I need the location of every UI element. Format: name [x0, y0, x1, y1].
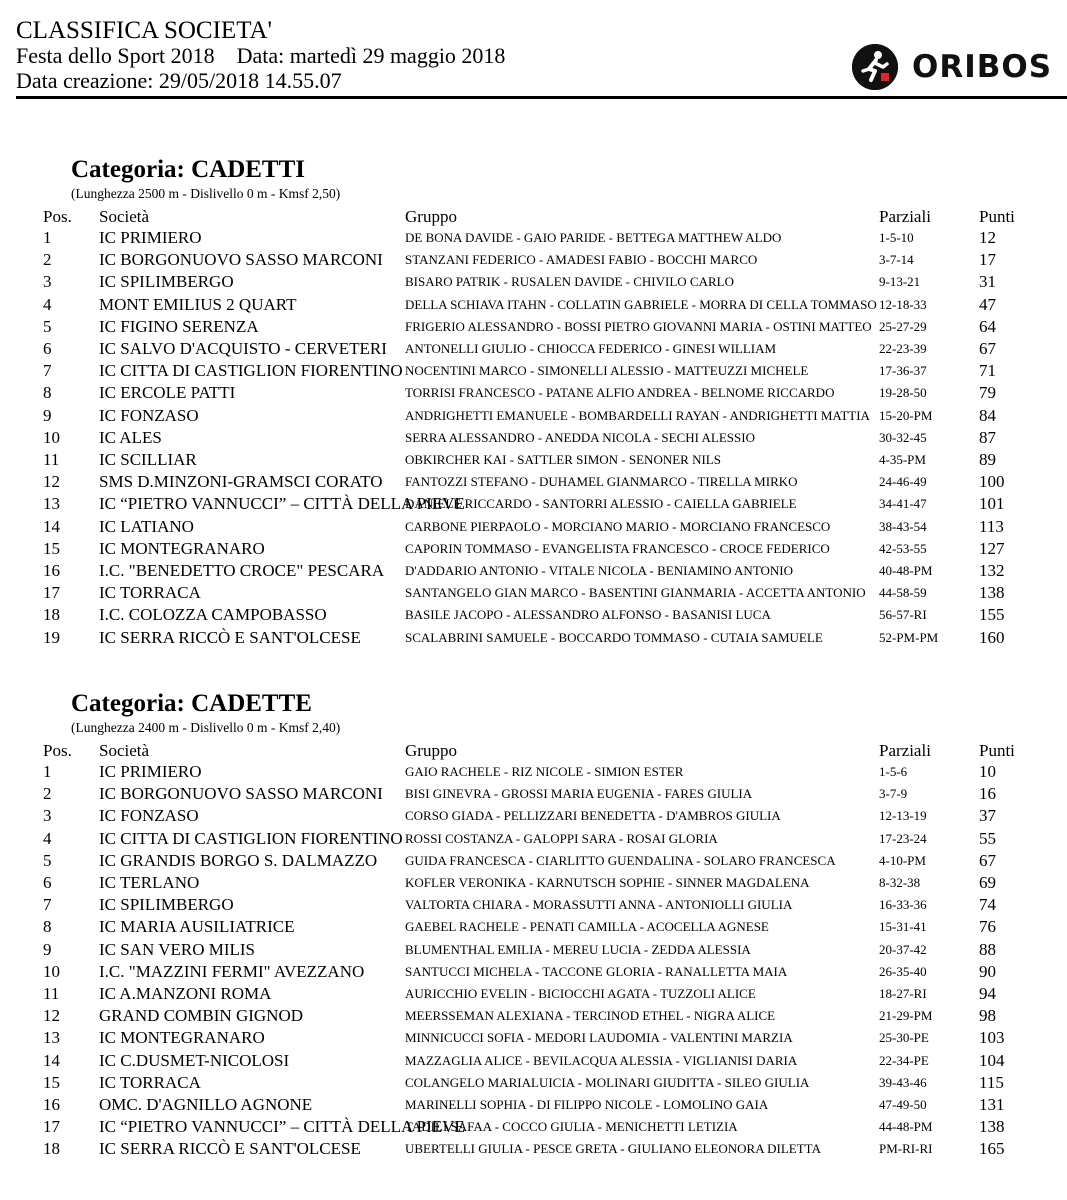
punti-cell: 10: [979, 762, 996, 781]
gruppo-cell: SCALABRINI SAMUELE - BOCCARDO TOMMASO - CUTAIA SAMUELE: [405, 629, 823, 645]
table-row: [0, 1005, 1067, 1027]
gruppo-cell: MINNICUCCI SOFIA - MEDORI LAUDOMIA - VALENTINI MARZIA: [405, 1030, 793, 1046]
category-title: Categoria: CADETTI: [71, 156, 306, 183]
punti-cell: 103: [979, 1028, 1005, 1048]
gruppo-cell: BISI GINEVRA - GROSSI MARIA EUGENIA - FARES GIULIA: [405, 786, 753, 802]
position-cell: 4: [43, 294, 52, 314]
position-cell: 4: [43, 828, 52, 848]
position-cell: 18: [43, 1139, 60, 1159]
table-row: [0, 894, 1067, 916]
table-row: [0, 828, 1067, 850]
table-row: [0, 983, 1067, 1005]
table-row: [0, 627, 1067, 649]
gruppo-cell: FRIGERIO ALESSANDRO - BOSSI PIETRO GIOVANNI MARIA - OSTINI MATTEO: [405, 318, 872, 334]
table-row: [0, 516, 1067, 538]
table-row: [0, 271, 1067, 293]
gruppo-cell: STANZANI FEDERICO - AMADESI FABIO - BOCCHI MARCO: [405, 252, 758, 268]
position-cell: 13: [43, 1028, 60, 1048]
table-row: [0, 338, 1067, 360]
parziali-cell: 15-20-PM: [879, 407, 933, 423]
societa-cell: IC BORGONUOVO SASSO MARCONI: [99, 784, 383, 804]
column-header-gruppo: Gruppo: [405, 207, 457, 226]
table-row: [0, 761, 1067, 783]
parziali-cell: 25-30-PE: [879, 1030, 929, 1046]
table-row: [0, 493, 1067, 515]
position-cell: 5: [43, 850, 52, 870]
gruppo-cell: TORRISI FRANCESCO - PATANE ALFIO ANDREA - BELNOME RICCARDO: [405, 385, 835, 401]
parziali-cell: 21-29-PM: [879, 1008, 933, 1024]
gruppo-cell: NOCENTINI MARCO - SIMONELLI ALESSIO - MATTEUZZI MICHELE: [405, 363, 809, 379]
gruppo-cell: ROSSI COSTANZA - GALOPPI SARA - ROSAI GLORIA: [405, 830, 718, 846]
position-cell: 17: [43, 1117, 60, 1137]
gruppo-cell: DELLA SCHIAVA ITAHN - COLLATIN GABRIELE - MORRA DI CELLA TOMMASO: [405, 296, 877, 312]
table-row: [0, 1116, 1067, 1138]
table-row: [0, 471, 1067, 493]
position-cell: 3: [43, 806, 52, 826]
position-cell: 15: [43, 538, 60, 558]
gruppo-cell: BASILE JACOPO - ALESSANDRO ALFONSO - BASANISI LUCA: [405, 607, 771, 623]
punti-cell: 131: [979, 1095, 1005, 1114]
header-divider: [16, 96, 1067, 99]
parziali-cell: PM-RI-RI: [879, 1141, 933, 1157]
category-info: (Lunghezza 2500 m - Dislivello 0 m - Kmsf 2,50): [71, 186, 341, 201]
event-name: Festa dello Sport 2018: [16, 43, 215, 68]
punti-cell: 115: [979, 1072, 1004, 1092]
position-cell: 12: [43, 1006, 60, 1026]
punti-cell: 98: [979, 1006, 996, 1026]
table-row: [0, 227, 1067, 249]
gruppo-cell: SANTANGELO GIAN MARCO - BASENTINI GIANMARIA - ACCETTA ANTONIO: [405, 585, 866, 601]
gruppo-cell: DE BONA DAVIDE - GAIO PARIDE - BETTEGA MATTHEW ALDO: [405, 230, 782, 245]
column-header-gruppo: Gruppo: [405, 741, 457, 760]
parziali-cell: 34-41-47: [879, 496, 927, 512]
parziali-cell: 30-32-45: [879, 429, 927, 445]
table-row: [0, 961, 1067, 983]
position-cell: 2: [43, 784, 52, 804]
table-row: [0, 1050, 1067, 1072]
table-row: [0, 449, 1067, 471]
parziali-cell: 3-7-14: [879, 252, 914, 268]
punti-cell: 12: [979, 228, 996, 247]
punti-cell: 87: [979, 427, 996, 447]
societa-cell: IC SPILIMBERGO: [99, 895, 234, 915]
gruppo-cell: SANTUCCI MICHELA - TACCONE GLORIA - RANALLETTA MAIA: [405, 963, 788, 979]
societa-cell: IC SAN VERO MILIS: [99, 939, 256, 959]
column-header-pos: Pos.: [43, 207, 72, 226]
parziali-cell: 56-57-RI: [879, 607, 927, 623]
parziali-cell: 40-48-PM: [879, 563, 933, 578]
table-row: [0, 1072, 1067, 1094]
punti-cell: 104: [979, 1050, 1005, 1070]
societa-cell: IC TORRACA: [99, 583, 201, 603]
position-cell: 9: [43, 939, 52, 959]
societa-cell: IC SERRA RICCÒ E SANT'OLCESE: [99, 1139, 361, 1159]
gruppo-cell: OBKIRCHER KAI - SATTLER SIMON - SENONER NILS: [405, 452, 721, 467]
parziali-cell: 17-36-37: [879, 363, 927, 379]
oribos-logo: [852, 44, 1052, 90]
parziali-cell: 44-48-PM: [879, 1119, 933, 1135]
table-header: [0, 740, 1067, 762]
parziali-cell: 44-58-59: [879, 585, 927, 601]
societa-cell: IC C.DUSMET-NICOLOSI: [99, 1050, 290, 1070]
gruppo-cell: DANIELE RICCARDO - SANTORRI ALESSIO - CAIELLA GABRIELE: [405, 496, 797, 512]
gruppo-cell: ANDRIGHETTI EMANUELE - BOMBARDELLI RAYAN - ANDRIGHETTI MATTIA: [405, 407, 870, 423]
societa-cell: IC A.MANZONI ROMA: [99, 984, 272, 1003]
table-row: [0, 916, 1067, 938]
societa-cell: IC “PIETRO VANNUCCI” – CITTÀ DELLA PIEVE: [99, 1117, 465, 1137]
parziali-cell: 52-PM-PM: [879, 629, 939, 645]
position-cell: 10: [43, 961, 60, 981]
parziali-cell: 26-35-40: [879, 963, 927, 979]
position-cell: 1: [43, 228, 52, 247]
table-row: [0, 294, 1067, 316]
gruppo-cell: BLUMENTHAL EMILIA - MEREU LUCIA - ZEDDA ALESSIA: [405, 941, 751, 957]
punti-cell: 94: [979, 984, 996, 1003]
gruppo-cell: SERRA ALESSANDRO - ANEDDA NICOLA - SECHI ALESSIO: [405, 429, 755, 445]
parziali-cell: 3-7-9: [879, 786, 908, 802]
parziali-cell: 4-10-PM: [879, 852, 926, 868]
societa-cell: SMS D.MINZONI-GRAMSCI CORATO: [99, 472, 383, 492]
societa-cell: IC CITTA DI CASTIGLION FIORENTINO: [99, 361, 403, 381]
societa-cell: IC ALES: [99, 427, 162, 447]
societa-cell: IC TERLANO: [99, 873, 200, 892]
position-cell: 3: [43, 272, 52, 292]
punti-cell: 64: [979, 316, 996, 336]
punti-cell: 127: [979, 538, 1005, 558]
column-header-punti: Punti: [979, 741, 1015, 760]
punti-cell: 67: [979, 339, 996, 358]
category-info: (Lunghezza 2400 m - Dislivello 0 m - Kmsf 2,40): [71, 720, 341, 735]
parziali-cell: 12-13-19: [879, 808, 927, 824]
gruppo-cell: FANTOZZI STEFANO - DUHAMEL GIANMARCO - TIRELLA MIRKO: [405, 474, 798, 490]
gruppo-cell: CORSO GIADA - PELLIZZARI BENEDETTA - D'AMBROS GIULIA: [405, 808, 781, 824]
gruppo-cell: UBERTELLI GIULIA - PESCE GRETA - GIULIANO ELEONORA DILETTA: [405, 1141, 821, 1157]
punti-cell: 90: [979, 961, 996, 981]
parziali-cell: 38-43-54: [879, 518, 927, 534]
societa-cell: IC “PIETRO VANNUCCI” – CITTÀ DELLA PIEVE: [99, 494, 465, 514]
gruppo-cell: GUIDA FRANCESCA - CIARLITTO GUENDALINA - SOLARO FRANCESCA: [405, 852, 836, 868]
position-cell: 18: [43, 605, 60, 625]
punti-cell: 67: [979, 850, 996, 870]
gruppo-cell: CARBONE PIERPAOLO - MORCIANO MARIO - MORCIANO FRANCESCO: [405, 518, 831, 534]
table-row: [0, 783, 1067, 805]
societa-cell: I.C. COLOZZA CAMPOBASSO: [99, 605, 327, 625]
gruppo-cell: TADILI SAFAA - COCCO GIULIA - MENICHETTI LETIZIA: [405, 1119, 738, 1135]
gruppo-cell: CAPORIN TOMMASO - EVANGELISTA FRANCESCO - CROCE FEDERICO: [405, 540, 830, 556]
parziali-cell: 42-53-55: [879, 540, 927, 556]
gruppo-cell: MARINELLI SOPHIA - DI FILIPPO NICOLE - LOMOLINO GAIA: [405, 1097, 769, 1112]
category-title: Categoria: CADETTE: [71, 690, 312, 717]
position-cell: 7: [43, 895, 52, 915]
parziali-cell: 24-46-49: [879, 474, 927, 490]
punti-cell: 74: [979, 895, 996, 915]
position-cell: 17: [43, 583, 60, 603]
table-row: [0, 604, 1067, 626]
table-row: [0, 560, 1067, 582]
table-row: [0, 582, 1067, 604]
parziali-cell: 22-34-PE: [879, 1052, 929, 1068]
position-cell: 14: [43, 1050, 60, 1070]
parziali-cell: 4-35-PM: [879, 452, 926, 467]
punti-cell: 138: [979, 583, 1005, 603]
parziali-cell: 16-33-36: [879, 897, 927, 913]
gruppo-cell: AURICCHIO EVELIN - BICIOCCHI AGATA - TUZZOLI ALICE: [405, 986, 756, 1001]
parziali-cell: 22-23-39: [879, 341, 927, 356]
creation-date: Data creazione: 29/05/2018 14.55.07: [16, 68, 342, 93]
table-row: [0, 249, 1067, 271]
societa-cell: IC BORGONUOVO SASSO MARCONI: [99, 250, 383, 270]
gruppo-cell: KOFLER VERONIKA - KARNUTSCH SOPHIE - SINNER MAGDALENA: [405, 875, 810, 890]
position-cell: 16: [43, 1095, 60, 1114]
logo-wordmark: ORIBOS: [912, 49, 1053, 85]
gruppo-cell: BISARO PATRIK - RUSALEN DAVIDE - CHIVILO CARLO: [405, 274, 734, 290]
societa-cell: IC FIGINO SERENZA: [99, 316, 259, 336]
punti-cell: 101: [979, 494, 1005, 514]
column-header-societa: Società: [99, 207, 150, 226]
position-cell: 14: [43, 516, 60, 536]
societa-cell: OMC. D'AGNILLO AGNONE: [99, 1095, 313, 1114]
societa-cell: I.C. "MAZZINI FERMI" AVEZZANO: [99, 961, 365, 981]
societa-cell: IC FONZASO: [99, 405, 199, 425]
runner-icon: [852, 44, 898, 90]
parziali-cell: 17-23-24: [879, 830, 927, 846]
societa-cell: IC LATIANO: [99, 516, 194, 536]
table-row: [0, 850, 1067, 872]
parziali-cell: 20-37-42: [879, 941, 927, 957]
position-cell: 7: [43, 361, 52, 381]
societa-cell: IC CITTA DI CASTIGLION FIORENTINO: [99, 828, 403, 848]
punti-cell: 55: [979, 828, 996, 848]
societa-cell: GRAND COMBIN GIGNOD: [99, 1006, 303, 1026]
column-header-punti: Punti: [979, 207, 1015, 226]
punti-cell: 47: [979, 294, 996, 314]
event-line: [16, 43, 505, 68]
position-cell: 11: [43, 984, 60, 1003]
societa-cell: IC GRANDIS BORGO S. DALMAZZO: [99, 850, 378, 870]
punti-cell: 138: [979, 1117, 1005, 1137]
parziali-cell: 1-5-6: [879, 764, 908, 779]
position-cell: 6: [43, 339, 52, 358]
position-cell: 13: [43, 494, 60, 514]
parziali-cell: 18-27-RI: [879, 986, 927, 1001]
column-header-parziali: Parziali: [879, 741, 931, 760]
position-cell: 15: [43, 1072, 60, 1092]
table-row: [0, 538, 1067, 560]
gruppo-cell: COLANGELO MARIALUICIA - MOLINARI GIUDITTA - SILEO GIULIA: [405, 1074, 810, 1090]
gruppo-cell: MEERSSEMAN ALEXIANA - TERCINOD ETHEL - NIGRA ALICE: [405, 1008, 776, 1024]
table-row: [0, 405, 1067, 427]
parziali-cell: 19-28-50: [879, 385, 927, 401]
table-row: [0, 805, 1067, 827]
table-row: [0, 360, 1067, 382]
parziali-cell: 12-18-33: [879, 296, 927, 312]
punti-cell: 165: [979, 1139, 1005, 1159]
societa-cell: MONT EMILIUS 2 QUART: [99, 294, 297, 314]
event-date: Data: martedì 29 maggio 2018: [236, 43, 506, 68]
punti-cell: 76: [979, 917, 996, 937]
parziali-cell: 47-49-50: [879, 1097, 927, 1112]
position-cell: 6: [43, 873, 52, 892]
societa-cell: I.C. "BENEDETTO CROCE" PESCARA: [99, 561, 385, 580]
societa-cell: IC MARIA AUSILIATRICE: [99, 917, 295, 937]
position-cell: 5: [43, 316, 52, 336]
gruppo-cell: GAIO RACHELE - RIZ NICOLE - SIMION ESTER: [405, 764, 684, 779]
table-row: [0, 939, 1067, 961]
gruppo-cell: D'ADDARIO ANTONIO - VITALE NICOLA - BENIAMINO ANTONIO: [405, 563, 794, 578]
table-header: [0, 206, 1067, 228]
punti-cell: 88: [979, 939, 996, 959]
table-row: [0, 382, 1067, 404]
column-header-parziali: Parziali: [879, 207, 931, 226]
table-row: [0, 1027, 1067, 1049]
punti-cell: 132: [979, 561, 1005, 580]
parziali-cell: 9-13-21: [879, 274, 921, 290]
punti-cell: 79: [979, 383, 996, 403]
position-cell: 10: [43, 427, 60, 447]
punti-cell: 16: [979, 784, 996, 804]
table-row: [0, 1094, 1067, 1116]
position-cell: 8: [43, 383, 52, 403]
parziali-cell: 39-43-46: [879, 1074, 927, 1090]
parziali-cell: 25-27-29: [879, 318, 927, 334]
parziali-cell: 15-31-41: [879, 919, 927, 935]
gruppo-cell: ANTONELLI GIULIO - CHIOCCA FEDERICO - GINESI WILLIAM: [405, 341, 777, 356]
position-cell: 19: [43, 627, 60, 647]
societa-cell: IC SERRA RICCÒ E SANT'OLCESE: [99, 627, 361, 647]
gruppo-cell: VALTORTA CHIARA - MORASSUTTI ANNA - ANTONIOLLI GIULIA: [405, 897, 793, 913]
punti-cell: 31: [979, 272, 996, 292]
position-cell: 2: [43, 250, 52, 270]
position-cell: 16: [43, 561, 60, 580]
societa-cell: IC PRIMIERO: [99, 762, 202, 781]
societa-cell: IC SCILLIAR: [99, 450, 197, 469]
punti-cell: 100: [979, 472, 1005, 492]
table-row: [0, 316, 1067, 338]
table-row: [0, 427, 1067, 449]
column-header-pos: Pos.: [43, 741, 72, 760]
punti-cell: 71: [979, 361, 996, 381]
position-cell: 9: [43, 405, 52, 425]
punti-cell: 84: [979, 405, 996, 425]
societa-cell: IC FONZASO: [99, 806, 199, 826]
report-header: [16, 18, 505, 93]
societa-cell: IC MONTEGRANARO: [99, 538, 265, 558]
report-title: CLASSIFICA SOCIETA': [16, 17, 273, 44]
position-cell: 1: [43, 762, 52, 781]
gruppo-cell: MAZZAGLIA ALICE - BEVILACQUA ALESSIA - VIGLIANISI DARIA: [405, 1052, 798, 1068]
societa-cell: IC ERCOLE PATTI: [99, 383, 236, 403]
punti-cell: 113: [979, 516, 1004, 536]
societa-cell: IC TORRACA: [99, 1072, 201, 1092]
punti-cell: 37: [979, 806, 996, 826]
gruppo-cell: GAEBEL RACHELE - PENATI CAMILLA - ACOCELLA AGNESE: [405, 919, 769, 935]
position-cell: 11: [43, 450, 60, 469]
position-cell: 8: [43, 917, 52, 937]
societa-cell: IC PRIMIERO: [99, 228, 202, 247]
table-row: [0, 1138, 1067, 1160]
column-header-societa: Società: [99, 741, 150, 760]
punti-cell: 17: [979, 250, 996, 270]
parziali-cell: 8-32-38: [879, 875, 921, 890]
position-cell: 12: [43, 472, 60, 492]
parziali-cell: 1-5-10: [879, 230, 914, 245]
societa-cell: IC SPILIMBERGO: [99, 272, 234, 292]
societa-cell: IC MONTEGRANARO: [99, 1028, 265, 1048]
punti-cell: 69: [979, 873, 996, 892]
punti-cell: 155: [979, 605, 1005, 625]
punti-cell: 160: [979, 627, 1005, 647]
societa-cell: IC SALVO D'ACQUISTO - CERVETERI: [99, 339, 387, 358]
punti-cell: 89: [979, 450, 996, 469]
table-row: [0, 872, 1067, 894]
